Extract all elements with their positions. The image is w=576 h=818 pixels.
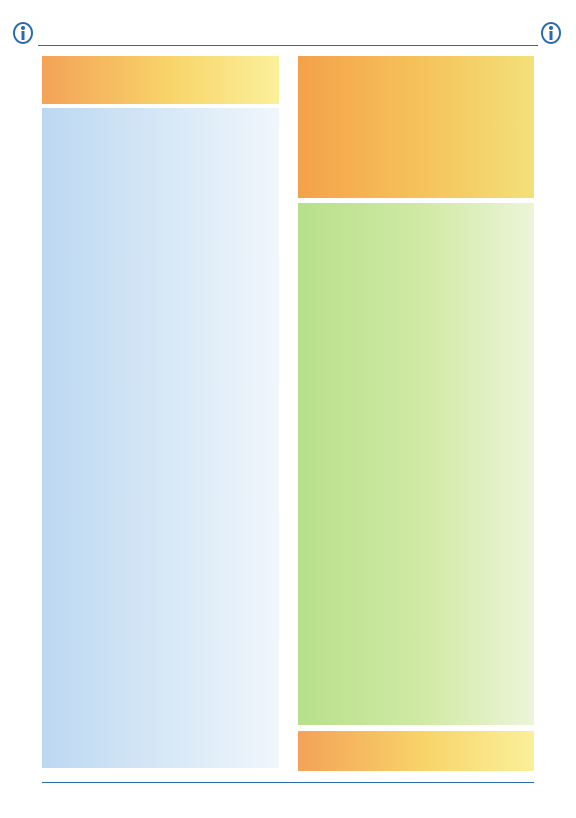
- stadtteile-section: [42, 108, 279, 768]
- globe-person-logo-icon: [12, 22, 34, 44]
- vereine-section: [298, 203, 534, 725]
- page-header: [38, 18, 538, 46]
- globe-person-logo-icon: [540, 22, 562, 44]
- page-footer: [42, 782, 534, 796]
- events-section: [298, 56, 534, 198]
- toc-entry[interactable]: [46, 113, 275, 118]
- phone-section: [298, 731, 534, 771]
- intro-section: [42, 56, 279, 104]
